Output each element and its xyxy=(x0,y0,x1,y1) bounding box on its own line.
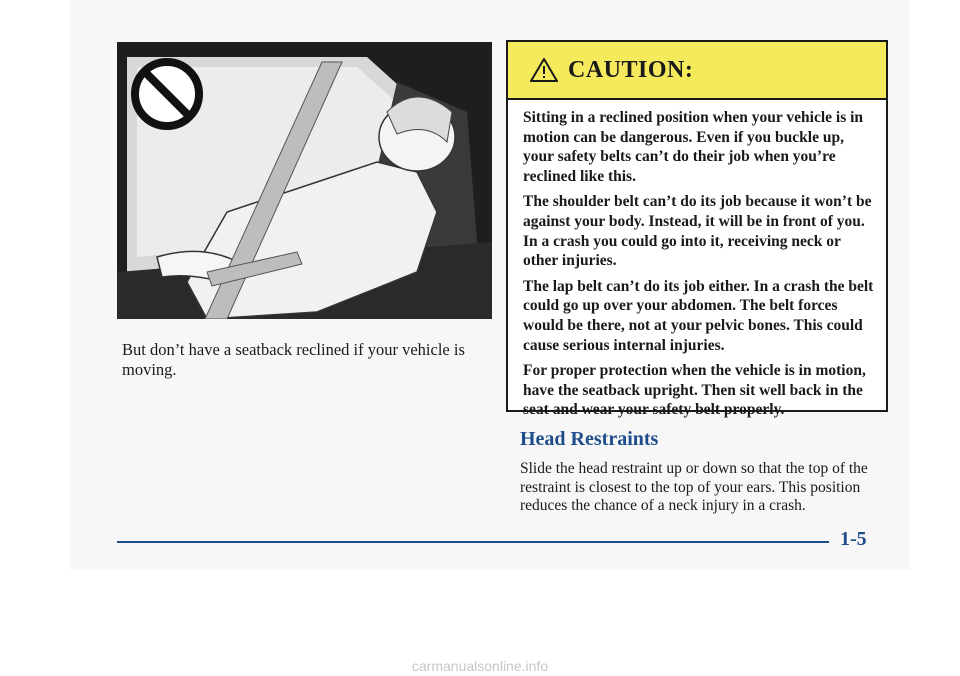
caution-paragraph: The lap belt can’t do its job either. In a crash the belt could go up over your abdomen. The belt forces would be there, not at your pelvic bones. This could cause serious internal injuries. xyxy=(523,277,874,354)
caution-title: CAUTION: xyxy=(568,56,694,83)
caution-paragraph: For proper protection when the vehicle is in motion, have the seatback upright. Then sit well back in the seat and wear your safety belt properly. xyxy=(523,362,866,419)
caution-paragraph: Sitting in a reclined position when your vehicle is in motion can be dangerous. Even if you buckle up, your safety belts can’t do their job when you’re reclined like this. xyxy=(523,109,864,185)
no-symbol-icon xyxy=(135,62,199,126)
caution-box xyxy=(506,40,888,419)
section-body: Slide the head restraint up or down so that the top of the restraint is closest to the top of your ears. This position reduces the chance of a neck injury in a crash. xyxy=(520,460,868,514)
warning-triangle-icon xyxy=(530,58,558,82)
reclined-passenger-illustration xyxy=(117,42,492,319)
page-number: 1-5 xyxy=(840,528,867,550)
caution-body xyxy=(508,100,886,420)
caution-header xyxy=(508,42,886,100)
caution-paragraph: The shoulder belt can’t do its job because it won’t be against your body. Instead, it will be in front of you. In a crash you could go into it, receiving neck or other injuries. xyxy=(523,193,872,270)
footer-rule xyxy=(117,541,829,543)
illustration-caption: But don’t have a seatback reclined if your vehicle is moving. xyxy=(122,340,465,379)
section-heading: Head Restraints xyxy=(520,428,659,450)
watermark: carmanualsonline.info xyxy=(411,658,549,674)
